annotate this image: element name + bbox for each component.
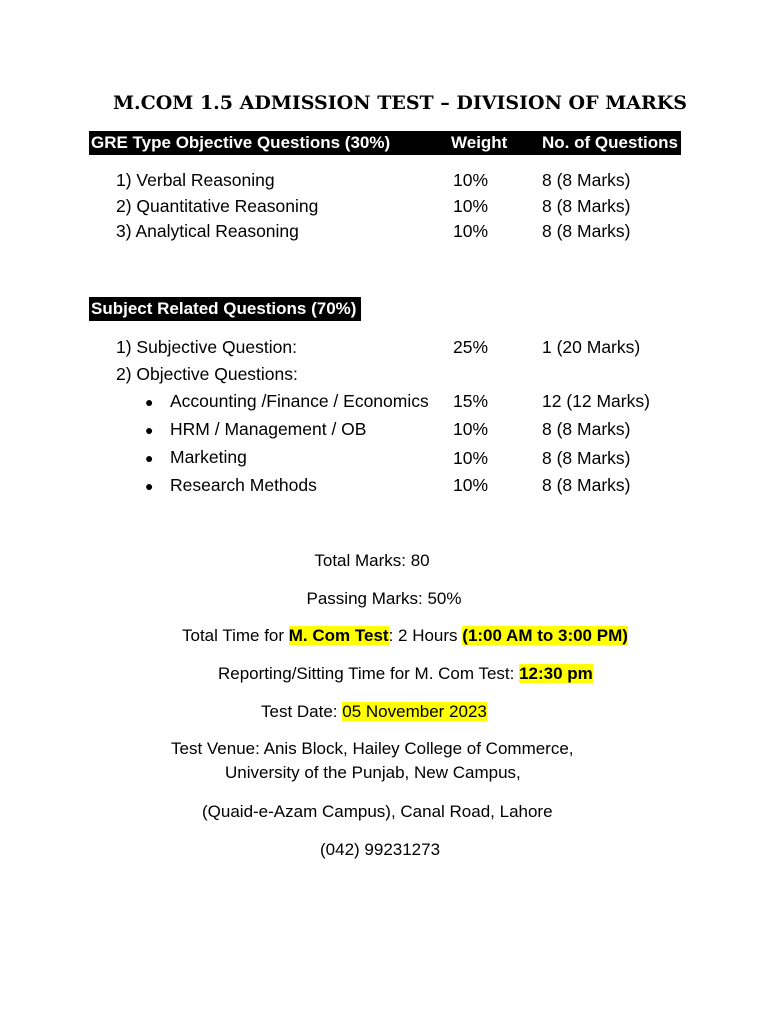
total-time-line — [182, 626, 628, 646]
bullet-icon: ● — [145, 450, 154, 466]
weight-header: Weight — [451, 133, 508, 152]
bullet-weight: 10% — [453, 475, 489, 495]
gre-row-questions: 8 (8 Marks) — [542, 170, 631, 190]
subjective-weight: 25% — [453, 337, 489, 357]
gre-row-label: 1) Verbal Reasoning — [116, 170, 275, 190]
test-date-prefix: Test Date: — [261, 702, 343, 721]
bullet-weight: 15% — [453, 391, 489, 411]
bullet-label: Research Methods — [170, 475, 317, 495]
total-time-prefix: Total Time for — [182, 626, 289, 645]
bullet-weight: 10% — [453, 448, 489, 468]
subjective-questions: 1 (20 Marks) — [542, 337, 641, 357]
reporting-line — [218, 664, 593, 684]
test-date: 05 November 2023 — [342, 702, 487, 721]
gre-row-label: 2) Quantitative Reasoning — [116, 196, 319, 216]
bullet-icon: ● — [145, 394, 154, 410]
venue-line-1: Test Venue: Anis Block, Hailey College of Commerce, — [171, 739, 574, 758]
bullet-label: HRM / Management / OB — [170, 419, 367, 439]
total-time-range: (1:00 AM to 3:00 PM) — [462, 626, 628, 645]
page-title: M.COM 1.5 ADMISSION TEST – DIVISION OF MARKS — [112, 92, 688, 114]
bullet-questions: 8 (8 Marks) — [542, 419, 631, 439]
total-marks: Total Marks: 80 — [314, 551, 430, 570]
gre-header-bar — [89, 131, 681, 155]
bullet-icon: ● — [145, 478, 154, 494]
subject-header: Subject Related Questions (70%) — [91, 299, 357, 318]
objective-label: 2) Objective Questions: — [116, 364, 298, 384]
bullet-label: Accounting /Finance / Economics — [170, 391, 429, 411]
questions-header: No. of Questions — [542, 133, 678, 152]
gre-row-weight: 10% — [453, 221, 489, 241]
bullet-questions: 12 (12 Marks) — [542, 391, 650, 411]
gre-row-weight: 10% — [453, 170, 489, 190]
bullet-weight: 10% — [453, 419, 489, 439]
venue-line-2: University of the Punjab, New Campus, — [225, 763, 521, 782]
passing-marks: Passing Marks: 50% — [306, 589, 462, 608]
gre-header: GRE Type Objective Questions (30%) — [91, 133, 391, 152]
bullet-label: Marketing — [170, 447, 247, 467]
test-date-line — [261, 702, 487, 722]
bullet-icon: ● — [145, 422, 154, 438]
gre-row-weight: 10% — [453, 196, 489, 216]
subjective-label: 1) Subjective Question: — [116, 337, 297, 357]
gre-row-label: 3) Analytical Reasoning — [116, 221, 299, 241]
reporting-prefix: Reporting/Sitting Time for M. Com Test: — [218, 664, 520, 683]
bullet-questions: 8 (8 Marks) — [542, 448, 631, 468]
gre-row-questions: 8 (8 Marks) — [542, 196, 631, 216]
gre-row-questions: 8 (8 Marks) — [542, 221, 631, 241]
total-time-test: M. Com Test — [288, 626, 389, 645]
phone-number: (042) 99231273 — [320, 840, 441, 859]
total-time-mid: : 2 Hours — [388, 626, 463, 645]
venue-line-3: (Quaid-e-Azam Campus), Canal Road, Lahore — [202, 802, 553, 821]
bullet-questions: 8 (8 Marks) — [542, 475, 631, 495]
reporting-time: 12:30 pm — [519, 664, 593, 683]
subject-header-bar — [89, 297, 361, 321]
